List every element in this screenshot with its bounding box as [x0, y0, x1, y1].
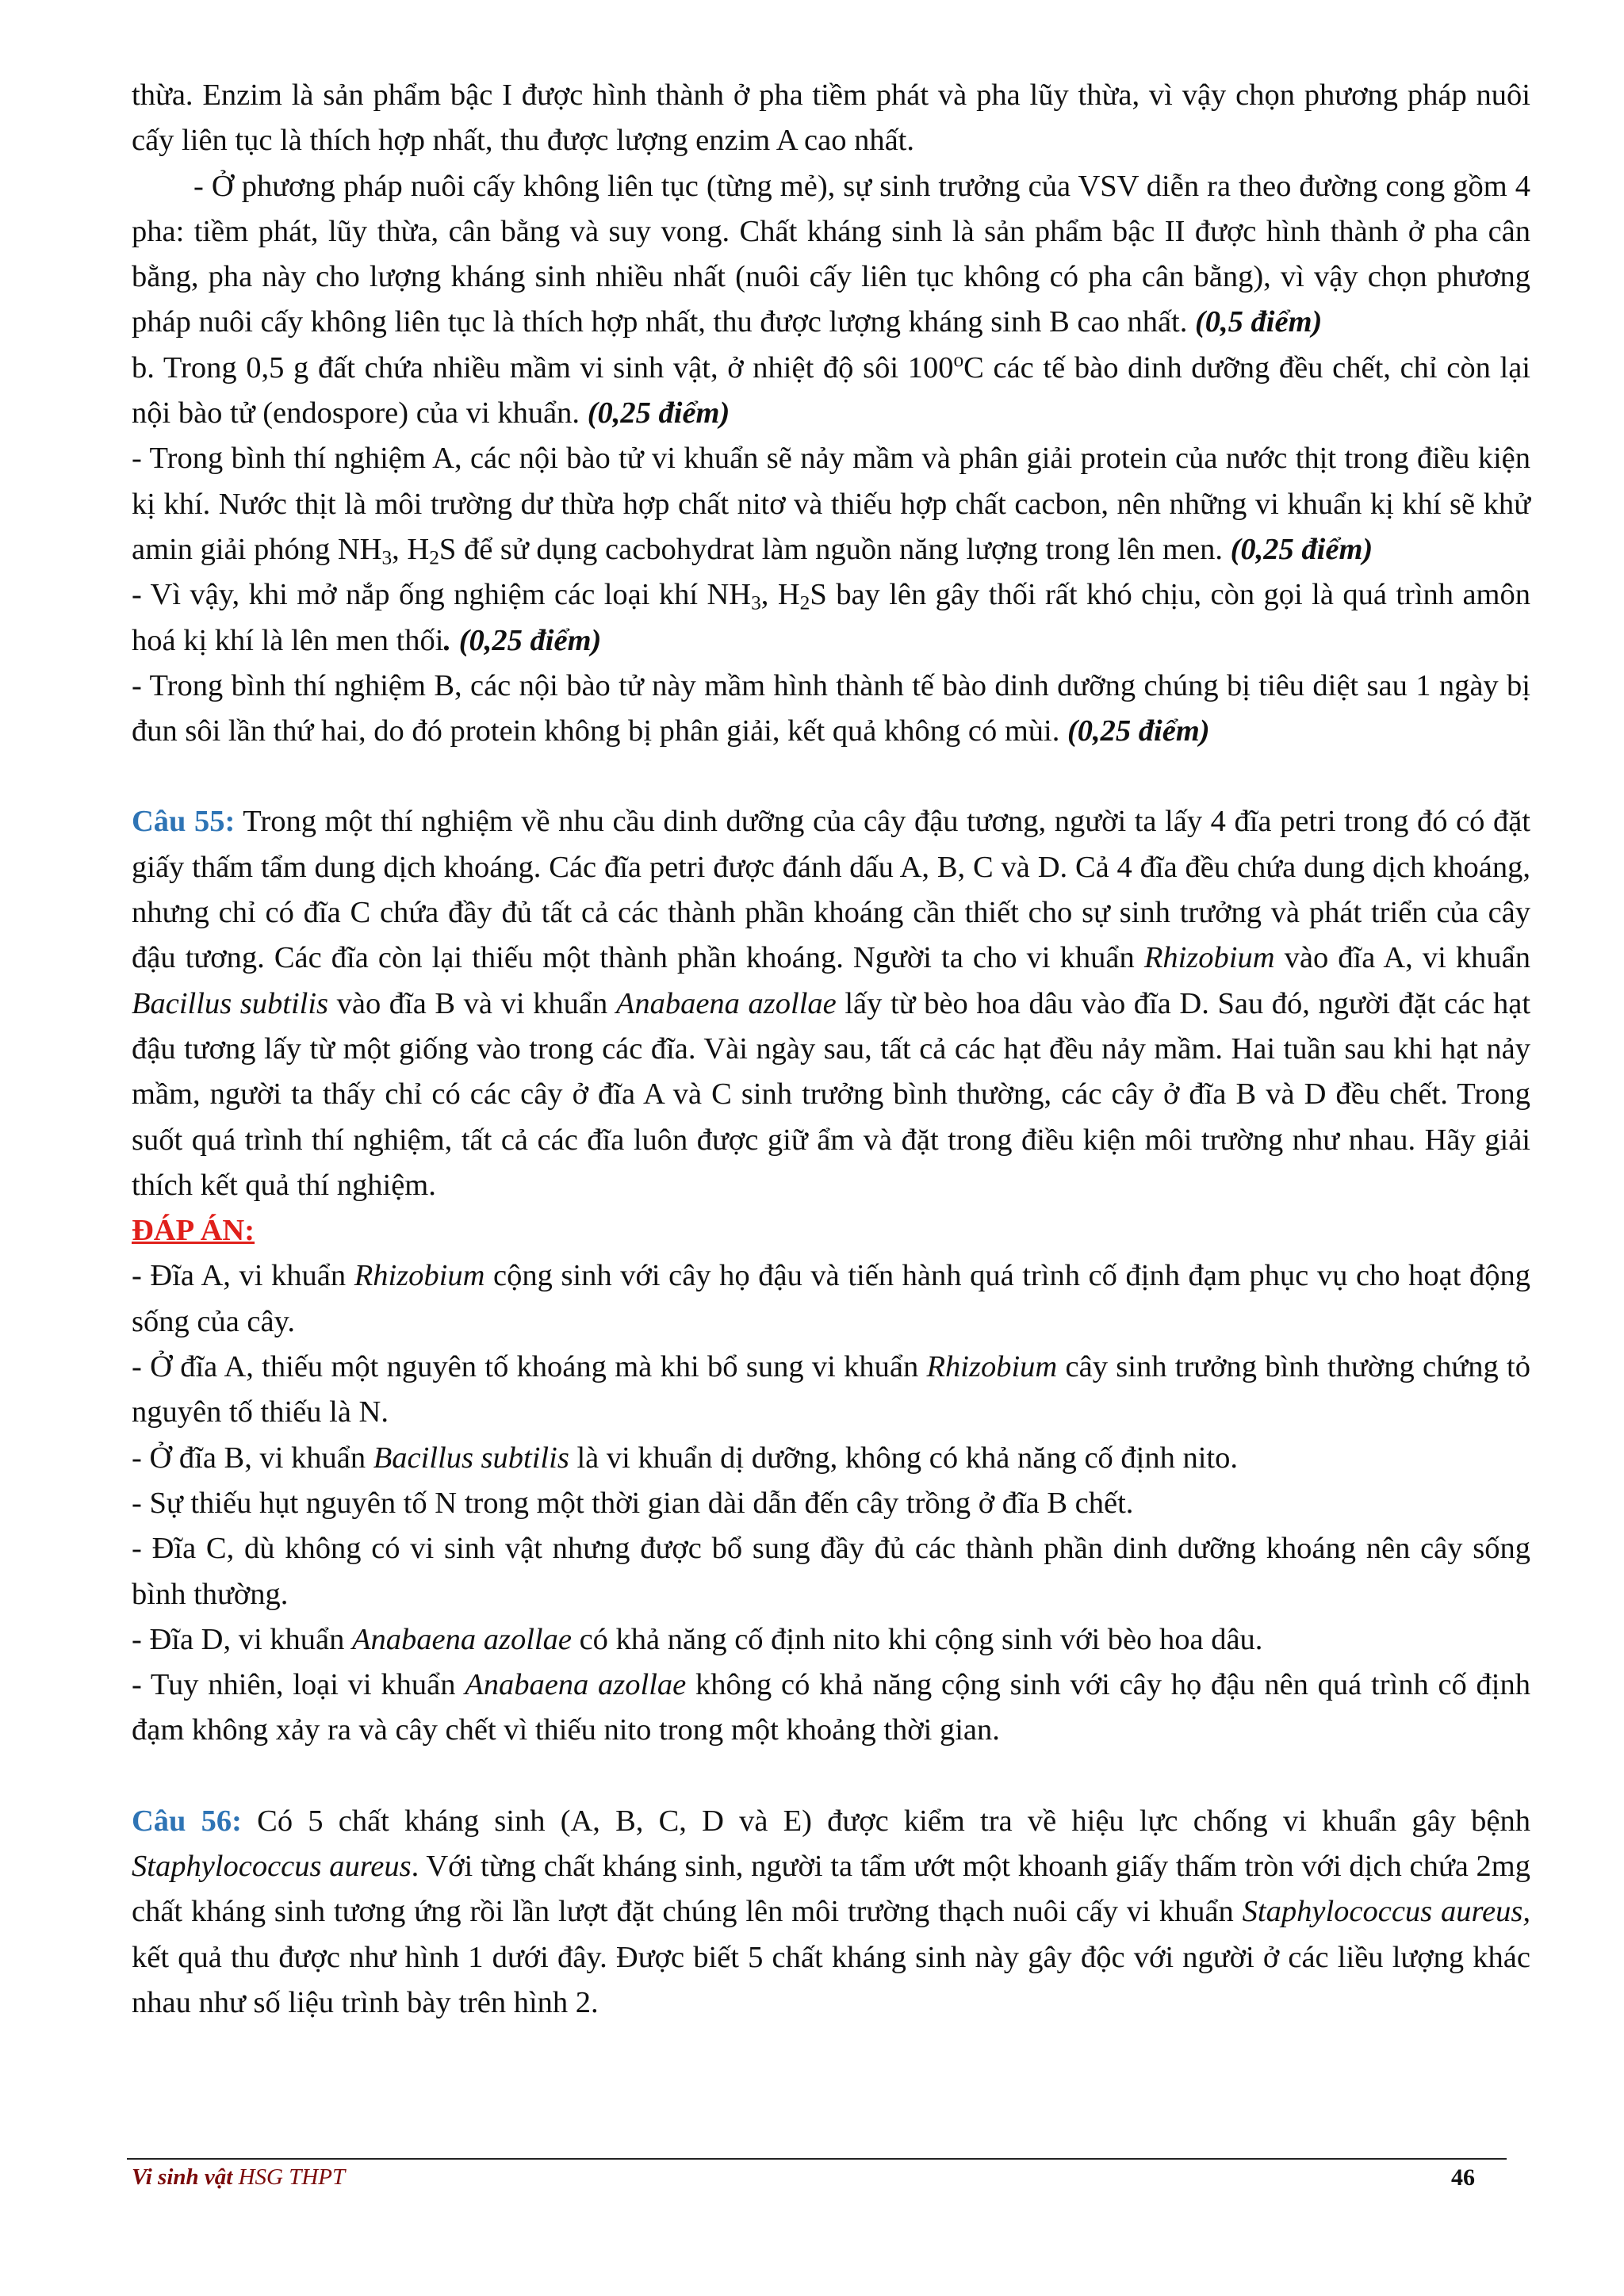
question-label: Câu 56: — [132, 1804, 242, 1838]
text: - Đĩa C, dù không có vi sinh vật nhưng được bổ sung đầy đủ các thành phần dinh dưỡng khoáng nên cây sống bình thường. — [132, 1532, 1530, 1611]
text: C các tế bào dinh dưỡng đều chết, chỉ còn lại nội bào tử (endospore) của vi khuẩn. — [132, 350, 1531, 430]
points-label: (0,5 điểm) — [1194, 305, 1323, 339]
spacer — [132, 1754, 1530, 1799]
text: - Vì vậy, khi mở nắp ống nghiệm các loại khí NH — [132, 578, 752, 612]
text: - Trong bình thí nghiệm A, các nội bào tử vi khuẩn sẽ nảy mầm và phân giải protein của nước thịt trong điều kiện kị khí. Nước thịt là môi trường dư thừa hợp chất nitơ và thiếu hợp chất cacbon, nên những vi khuẩn kị khí sẽ khử amin giải phóng NH — [132, 442, 1530, 566]
superscript: o — [953, 348, 964, 371]
paragraph-batch-culture — [132, 164, 1530, 346]
text: , H — [760, 578, 800, 612]
text: là vi khuẩn dị dưỡng, không có khả năng cố định nito. — [569, 1441, 1238, 1475]
paragraph-flask-b — [132, 664, 1530, 755]
question-label: Câu 55: — [132, 805, 236, 839]
text: vào đĩa B và vi khuẩn — [328, 986, 616, 1020]
paragraph-part-b — [132, 346, 1530, 437]
points-label: (0,25 điểm) — [1230, 532, 1373, 566]
text: lấy từ bèo hoa dâu vào đĩa D. Sau đó, người đặt các hạt đậu tương lấy từ một giống vào trong các đĩa. Vài ngày sau, tất cả các hạt đều nảy mầm. Hai tuần sau khi hạt nảy mầm, người ta thấy chỉ có các cây ở đĩa A và C sinh trưởng bình thường, các cây ở đĩa B và D đều chết. Trong suốt quá trình thí nghiệm, tất cả các đĩa luôn được giữ ẩm và đặt trong điều kiện môi trường như nhau. Hãy giải thích kết quả thí nghiệm. — [132, 986, 1531, 1202]
footer-title-bold: Vi sinh vật — [132, 2164, 233, 2190]
text: không có khả năng cộng sinh với cây họ đậu nên quá trình cố định đạm không xảy ra và cây chết vì thiếu nito trong một khoảng thời gian. — [132, 1668, 1531, 1747]
species-name: Rhizobium — [354, 1259, 485, 1293]
spacer — [132, 754, 1530, 799]
text: Có 5 chất kháng sinh (A, B, C, D và E) được kiểm tra về hiệu lực chống vi khuẩn gây bệnh — [241, 1804, 1530, 1838]
answer-item — [132, 1663, 1530, 1754]
question-56 — [132, 1799, 1530, 2026]
points-label: (0,25 điểm) — [1067, 714, 1210, 748]
document-body — [132, 73, 1530, 2026]
text: kết quả thu được như hình 1 dưới đây. Được biết 5 chất kháng sinh này gây độc với người ở các liều lượng khác nhau như số liệu trình bày trên hình 2. — [132, 1940, 1530, 2019]
text: - Ở đĩa A, thiếu một nguyên tố khoáng mà khi bổ sung vi khuẩn — [132, 1350, 927, 1384]
text: - Sự thiếu hụt nguyên tố N trong một thời gian dài dẫn đến cây trồng ở đĩa B chết. — [132, 1486, 1134, 1520]
subscript: 2 — [799, 591, 810, 614]
subscript: 3 — [751, 591, 761, 614]
species-name: Anabaena azollae — [615, 986, 837, 1020]
page-number: 46 — [1451, 2164, 1475, 2191]
subscript: 3 — [381, 546, 393, 569]
text: S để sử dụng cacbohydrat làm nguồn năng lượng trong lên men. — [439, 532, 1231, 566]
paragraph-gas-release — [132, 572, 1530, 664]
answer-heading — [132, 1208, 1530, 1253]
answer-item — [132, 1345, 1530, 1436]
species-name: Bacillus subtilis — [132, 986, 329, 1020]
species-name: Bacillus subtilis — [373, 1441, 569, 1475]
points-label: . (0,25 điểm) — [443, 623, 602, 657]
text: cây sinh trưởng bình thường chứng tỏ nguyên tố thiếu là N. — [132, 1350, 1530, 1429]
footer-title-rest: HSG THPT — [232, 2164, 346, 2190]
text: vào đĩa A, vi khuẩn — [1274, 941, 1530, 975]
subscript: 2 — [429, 546, 439, 569]
paragraph-flask-a — [132, 436, 1530, 572]
text: - Tuy nhiên, loại vi khuẩn — [132, 1668, 465, 1702]
answer-item — [132, 1526, 1530, 1617]
text: . Với từng chất kháng sinh, người ta tẩm ướt một khoanh giấy thấm tròn với dịch chứa 2mg chất kháng sinh tương ứng rồi lần lượt đặt chúng lên môi trường thạch nuôi cấy vi khuẩn — [132, 1849, 1530, 1929]
text: thừa. Enzim là sản phẩm bậc I được hình thành ở pha tiềm phát và pha lũy thừa, vì vậy chọn phương pháp nuôi cấy liên tục là thích hợp nhất, thu được lượng enzim A cao nhất. — [132, 78, 1530, 158]
species-name: Staphylococcus aureus, — [1242, 1895, 1530, 1929]
answer-item — [132, 1481, 1530, 1526]
species-name: Anabaena azollae — [465, 1668, 687, 1702]
answer-item — [132, 1617, 1530, 1663]
footer-title — [132, 2164, 345, 2191]
answer-label: ĐÁP ÁN: — [132, 1214, 255, 1248]
text: b. Trong 0,5 g đất chứa nhiều mầm vi sinh vật, ở nhiệt độ sôi 100 — [132, 350, 954, 385]
text: S bay lên gây thối rất khó chịu, còn gọi là quá trình amôn hoá kị khí là lên men thối — [132, 578, 1531, 657]
question-55 — [132, 799, 1530, 1208]
points-label: (0,25 điểm) — [587, 396, 730, 430]
text: , H — [392, 532, 430, 566]
text: cộng sinh với cây họ đậu và tiến hành quá trình cố định đạm phục vụ cho hoạt động sống của cây. — [132, 1259, 1531, 1338]
species-name: Rhizobium — [926, 1350, 1058, 1384]
text: - Đĩa A, vi khuẩn — [132, 1259, 354, 1293]
text: Trong một thí nghiệm về nhu cầu dinh dưỡng của cây đậu tương, người ta lấy 4 đĩa petri trong đó có đặt giấy thấm tẩm dung dịch khoáng. Các đĩa petri được đánh dấu A, B, C và D. Cả 4 đĩa đều chứa dung dịch khoáng, nhưng chỉ có đĩa C chứa đầy đủ tất cả các thành phần khoáng cần thiết cho sự sinh trưởng và phát triển của cây đậu tương. Các đĩa còn lại thiếu một thành phần khoáng. Người ta cho vi khuẩn — [132, 805, 1530, 975]
species-name: Rhizobium — [1143, 941, 1275, 975]
answer-item — [132, 1253, 1530, 1345]
text: có khả năng cố định nito khi cộng sinh với bèo hoa dâu. — [571, 1622, 1263, 1656]
text: - Ở đĩa B, vi khuẩn — [132, 1441, 373, 1475]
text: - Ở phương pháp nuôi cấy không liên tục (từng mẻ), sự sinh trưởng của VSV diễn ra theo đường cong gồm 4 pha: tiềm phát, lũy thừa, cân bằng và suy vong. Chất kháng sinh là sản phẩm bậc II được hình thành ở pha cân bằng, pha này cho lượng kháng sinh nhiều nhất (nuôi cấy liên tục không có pha cân bằng), vì vậy chọn phương pháp nuôi cấy không liên tục là thích hợp nhất, thu được lượng kháng sinh B cao nhất. — [132, 169, 1530, 339]
text: - Trong bình thí nghiệm B, các nội bào tử này mầm hình thành tế bào dinh dưỡng chúng bị tiêu diệt sau 1 ngày bị đun sôi lần thứ hai, do đó protein không bị phân giải, kết quả không có mùi. — [132, 668, 1530, 748]
paragraph-continuation — [132, 73, 1530, 164]
footer-divider — [127, 2158, 1507, 2160]
species-name: Anabaena azollae — [352, 1622, 572, 1656]
species-name: Staphylococcus aureus — [132, 1849, 412, 1883]
answer-item — [132, 1436, 1530, 1481]
text: - Đĩa D, vi khuẩn — [132, 1622, 352, 1656]
